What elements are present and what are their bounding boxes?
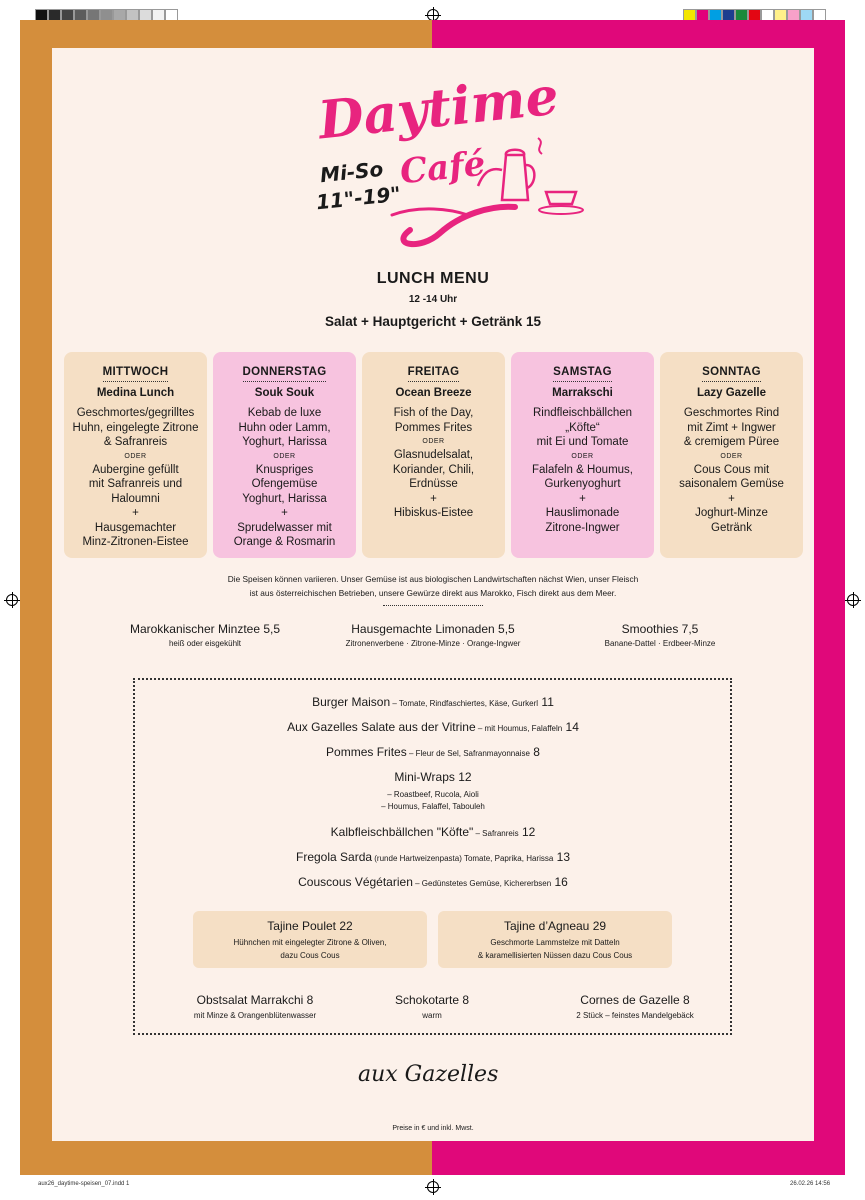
description-line: Fish of the Day,	[393, 407, 474, 419]
menu-item-salate	[52, 720, 814, 734]
dessert-description: mit Minze & Orangenblütenwasser	[193, 1011, 317, 1020]
drink-line: Orange & Rosmarin	[233, 536, 336, 548]
description-line: Rindfleischbällchen	[532, 407, 633, 419]
dessert-name: Obstsalat Marrakchi 8	[196, 993, 314, 1007]
dish-name: Souk Souk	[254, 387, 315, 399]
file-slug: aux26_daytime-speisen_07.indd 1	[38, 1181, 130, 1187]
drink-line: Minz-Zitronen-Eistee	[82, 536, 189, 548]
day-card-donnerstag	[213, 352, 356, 558]
dessert-cornes-de-gazelle	[545, 993, 725, 1020]
drink-lemonade	[318, 622, 548, 648]
tajine-description-line: Hühnchen mit eingelegter Zitrone & Oliven,	[233, 938, 387, 947]
tajine-poulet-card	[193, 911, 427, 968]
description-line: Glasnudelsalat,	[393, 449, 474, 461]
dessert-obstsalat	[150, 993, 360, 1020]
day-card-samstag	[511, 352, 654, 558]
tajine-description-line: & karamellisierten Nüssen dazu Cous Cous	[477, 951, 633, 960]
dish-description	[660, 406, 803, 535]
oder-label: ODER	[124, 452, 147, 460]
item-price: 12	[518, 825, 536, 839]
sourcing-note	[52, 573, 814, 600]
drink-line: Getränk	[711, 521, 752, 534]
description-line: „Köfte“	[565, 421, 600, 434]
drink-line: Joghurt-Minze	[695, 507, 768, 519]
dish-description	[213, 406, 356, 550]
drink-description: Banane-Dattel · Erdbeer-Minze	[604, 639, 716, 648]
menu-title: LUNCH MENU	[376, 270, 490, 287]
description-line: Kebab de luxe	[247, 407, 322, 419]
item-price: 14	[562, 720, 579, 734]
plus-sign: +	[430, 492, 437, 505]
description-line: Ofengemüse	[251, 478, 318, 490]
dish-name: Marrakschi	[552, 387, 613, 399]
menu-item-pommes	[52, 745, 814, 759]
oder-label: ODER	[571, 452, 594, 460]
wrap-option: – Roastbeef, Rucola, Aioli	[387, 790, 479, 799]
drink-name: Hausgemachte Limonaden 5,5	[351, 622, 515, 636]
item-description: – Gedünstetes Gemüse, Kichererbsen	[412, 879, 552, 888]
logo-days: Mi-So	[318, 156, 385, 188]
dessert-description: warm	[422, 1011, 442, 1020]
mini-wraps-options	[52, 789, 814, 813]
description-line: Yoghurt, Harissa	[242, 436, 327, 448]
registration-mark-bottom	[427, 1181, 439, 1193]
oder-label: ODER	[273, 452, 296, 460]
description-line: saisonalem Gemüse	[679, 478, 784, 490]
registration-mark-left	[6, 594, 18, 606]
menu-item-couscous	[52, 875, 814, 889]
description-line: mit Ei und Tomate	[536, 436, 629, 448]
description-line: Geschmortes Rind	[683, 407, 780, 419]
tajine-description-line: Geschmorte Lammstelze mit Datteln	[490, 938, 620, 947]
date-slug: 26.02.26 14:56	[790, 1181, 831, 1187]
item-description: (runde Hartweizenpasta) Tomate, Paprika, Harissa	[372, 854, 554, 863]
description-line: Falafeln & Houmus,	[532, 463, 633, 476]
registration-mark-right	[847, 594, 859, 606]
menu-item-fregola	[52, 850, 814, 864]
item-name: Couscous Végétarien	[298, 875, 413, 889]
dish-description	[362, 406, 505, 521]
day-card-sonntag	[660, 352, 803, 558]
description-line: Erdnüsse	[409, 478, 458, 490]
drink-name: Smoothies 7,5	[621, 622, 699, 636]
description-line: & Safranreis	[103, 436, 168, 448]
logo-hours: 11"-19"	[314, 181, 402, 215]
description-line: Haloumni	[111, 492, 160, 505]
item-name: Pommes Frites	[326, 745, 407, 759]
plus-sign: +	[728, 492, 735, 505]
sourcing-note-line2: ist aus österreichischen Betrieben, unsere Gewürze direkt aus Marokko, Fisch direkt aus dem Meer.	[249, 587, 617, 598]
tajine-description-line: dazu Cous Cous	[280, 951, 340, 960]
dish-description	[64, 406, 207, 550]
description-line: Knuspriges	[255, 463, 314, 476]
wrap-option: – Houmus, Falaffel, Tabouleh	[381, 802, 485, 811]
day-label: FREITAG	[408, 366, 460, 382]
lunch-time: 12 -14 Uhr	[408, 294, 458, 305]
menu-item-burger	[52, 695, 814, 709]
item-price: 11	[538, 695, 554, 709]
item-description: – mit Houmus, Falaffeln	[475, 724, 563, 733]
item-price: 13	[553, 850, 570, 864]
item-price: 8	[529, 745, 540, 759]
dotted-divider	[383, 605, 483, 606]
item-description: – Safranreis	[473, 829, 519, 838]
aux-gazelles-logo: aux Gazelles	[358, 1062, 499, 1087]
day-label: MITTWOCH	[103, 366, 169, 382]
tajine-name: Tajine d’Agneau 29	[503, 919, 607, 933]
menu-item-mini-wraps	[52, 770, 814, 784]
drink-name: Marokkanischer Minztee 5,5	[129, 622, 281, 636]
tajine-description	[193, 936, 427, 962]
description-line: Koriander, Chili,	[392, 463, 475, 476]
lunch-combo-price: Salat + Hauptgericht + Getränk 15	[324, 314, 542, 329]
drink-description: Zitronenverbene · Zitrone-Minze · Orange-Ingwer	[345, 639, 521, 648]
day-label: SAMSTAG	[553, 366, 612, 382]
dish-name: Medina Lunch	[96, 387, 175, 399]
dessert-name: Cornes de Gazelle 8	[580, 993, 690, 1007]
day-label: DONNERSTAG	[243, 366, 327, 382]
oder-label: ODER	[422, 438, 445, 445]
logo-cafe: Café	[398, 143, 488, 193]
description-line: Pommes Frites	[394, 421, 473, 434]
oder-label: ODER	[720, 452, 743, 460]
description-line: Cous Cous mit	[693, 463, 770, 476]
drink-mint-tea	[110, 622, 300, 648]
item-name: Mini-Wraps	[394, 770, 455, 784]
item-description: – Tomate, Rindfaschiertes, Käse, Gurkerl	[390, 699, 539, 708]
description-line: mit Zimt + Ingwer	[687, 421, 776, 434]
logo-daytime: Daytime	[315, 65, 562, 152]
description-line: mit Safranreis und	[88, 478, 183, 490]
item-description: – Fleur de Sel, Safranmayonnaise	[406, 749, 530, 758]
tajine-agneau-card	[438, 911, 672, 968]
item-price: 16	[551, 875, 568, 889]
tajine-name: Tajine Poulet 22	[267, 919, 353, 933]
dish-name: Ocean Breeze	[395, 387, 472, 399]
menu-item-koefte	[52, 825, 814, 839]
drink-smoothies	[590, 622, 730, 648]
drink-line: Zitrone-Ingwer	[545, 521, 620, 534]
description-line: Aubergine gefüllt	[92, 463, 179, 476]
description-line: Gurkenyoghurt	[544, 478, 621, 490]
day-card-freitag	[362, 352, 505, 558]
item-name: Burger Maison	[312, 695, 391, 709]
plus-sign: +	[132, 507, 139, 519]
item-name: Fregola Sarda	[296, 850, 373, 864]
description-line: & cremigem Püree	[683, 436, 780, 448]
description-line: Huhn, eingelegte Zitrone	[72, 421, 199, 434]
dessert-description: 2 Stück – feinstes Mandelgebäck	[576, 1011, 694, 1020]
drink-line: Sprudelwasser mit	[237, 521, 332, 534]
dish-name: Lazy Gazelle	[696, 387, 767, 399]
description-line: Huhn oder Lamm,	[238, 421, 331, 434]
day-card-mittwoch	[64, 352, 207, 558]
drink-line: Hausgemachter	[94, 521, 177, 534]
dish-description	[511, 406, 654, 535]
item-price: 12	[454, 770, 472, 784]
price-note: Preise in € und inkl. Mwst.	[392, 1125, 474, 1132]
day-label: SONNTAG	[702, 366, 761, 382]
teapot-and-cup-icon	[476, 130, 586, 220]
drink-line: Hauslimonade	[545, 507, 620, 519]
drink-line: Hibiskus-Eistee	[393, 507, 474, 519]
description-line: Geschmortes/gegrilltes	[76, 407, 195, 419]
dessert-schokotarte	[362, 993, 502, 1020]
tajine-description	[438, 936, 672, 962]
dessert-name: Schokotarte 8	[394, 993, 470, 1007]
description-line: Yoghurt, Harissa	[242, 492, 327, 505]
plus-sign: +	[579, 492, 586, 505]
sourcing-note-line1: Die Speisen können variieren. Unser Gemüse ist aus biologischen Landwirtschaften nächst Wien, unser Fleisch	[227, 574, 639, 584]
item-name: Aux Gazelles Salate aus der Vitrine	[287, 720, 476, 734]
item-name: Kalbfleischbällchen "Köfte"	[330, 825, 474, 839]
plus-sign: +	[281, 507, 288, 519]
drink-description: heiß oder eisgekühlt	[168, 639, 242, 648]
